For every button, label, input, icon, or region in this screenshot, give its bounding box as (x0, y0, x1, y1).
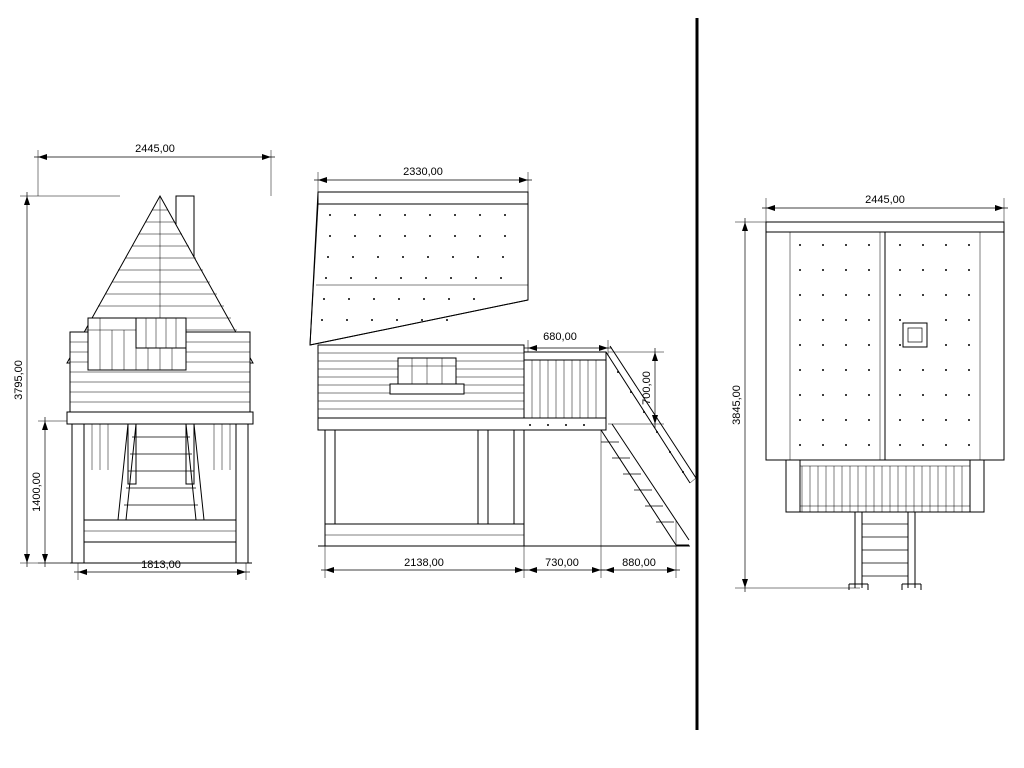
rear-deck-post-left (786, 460, 800, 512)
dim-label-side-rail-width: 680,00 (543, 331, 577, 343)
dim-label-front-overall-height: 3795,00 (13, 360, 25, 400)
side-railing (524, 352, 606, 418)
rear-small-window (903, 323, 927, 347)
front-rail-panel (136, 318, 186, 348)
front-lower-slats (92, 424, 230, 470)
front-elevation-view (13, 143, 275, 580)
dim-label-side-deck-width: 730,00 (545, 557, 579, 569)
dim-label-side-roof-width: 2330,00 (403, 166, 443, 178)
dim-label-front-overall-width: 2445,00 (135, 143, 175, 155)
front-post-right (236, 424, 248, 563)
dim-label-side-stair-run: 880,00 (622, 557, 656, 569)
dim-label-rear-overall-height: 3845,00 (731, 385, 743, 425)
dim-label-side-rail-height: 700,00 (641, 371, 653, 405)
front-post-left (72, 424, 84, 563)
rear-deck-post-right (970, 460, 984, 512)
dim-side-stair-run (601, 520, 680, 578)
dim-label-side-body-width: 2138,00 (404, 557, 444, 569)
side-elevation-view (310, 166, 696, 578)
dim-rear-overall-width (762, 194, 1008, 222)
side-post-mid (478, 430, 488, 530)
dim-label-front-base-width: 1813,00 (141, 559, 181, 571)
dim-label-front-platform-height: 1400,00 (31, 472, 43, 512)
dim-side-roof-width (314, 166, 532, 192)
side-window-sill (390, 384, 464, 394)
side-railing-top (524, 352, 606, 360)
dim-front-base-width (74, 559, 250, 580)
rear-ladder (849, 512, 921, 590)
side-ridge-board (318, 192, 528, 204)
front-deck-band (67, 412, 253, 424)
side-deck-band (318, 418, 606, 430)
dim-side-body-width (321, 545, 528, 578)
rear-ridge-board (766, 222, 1004, 232)
dim-label-rear-overall-width: 2445,00 (865, 194, 905, 206)
dim-front-overall-width (34, 143, 275, 196)
dim-side-deck-width (524, 430, 605, 578)
rear-deck-body (786, 460, 984, 512)
